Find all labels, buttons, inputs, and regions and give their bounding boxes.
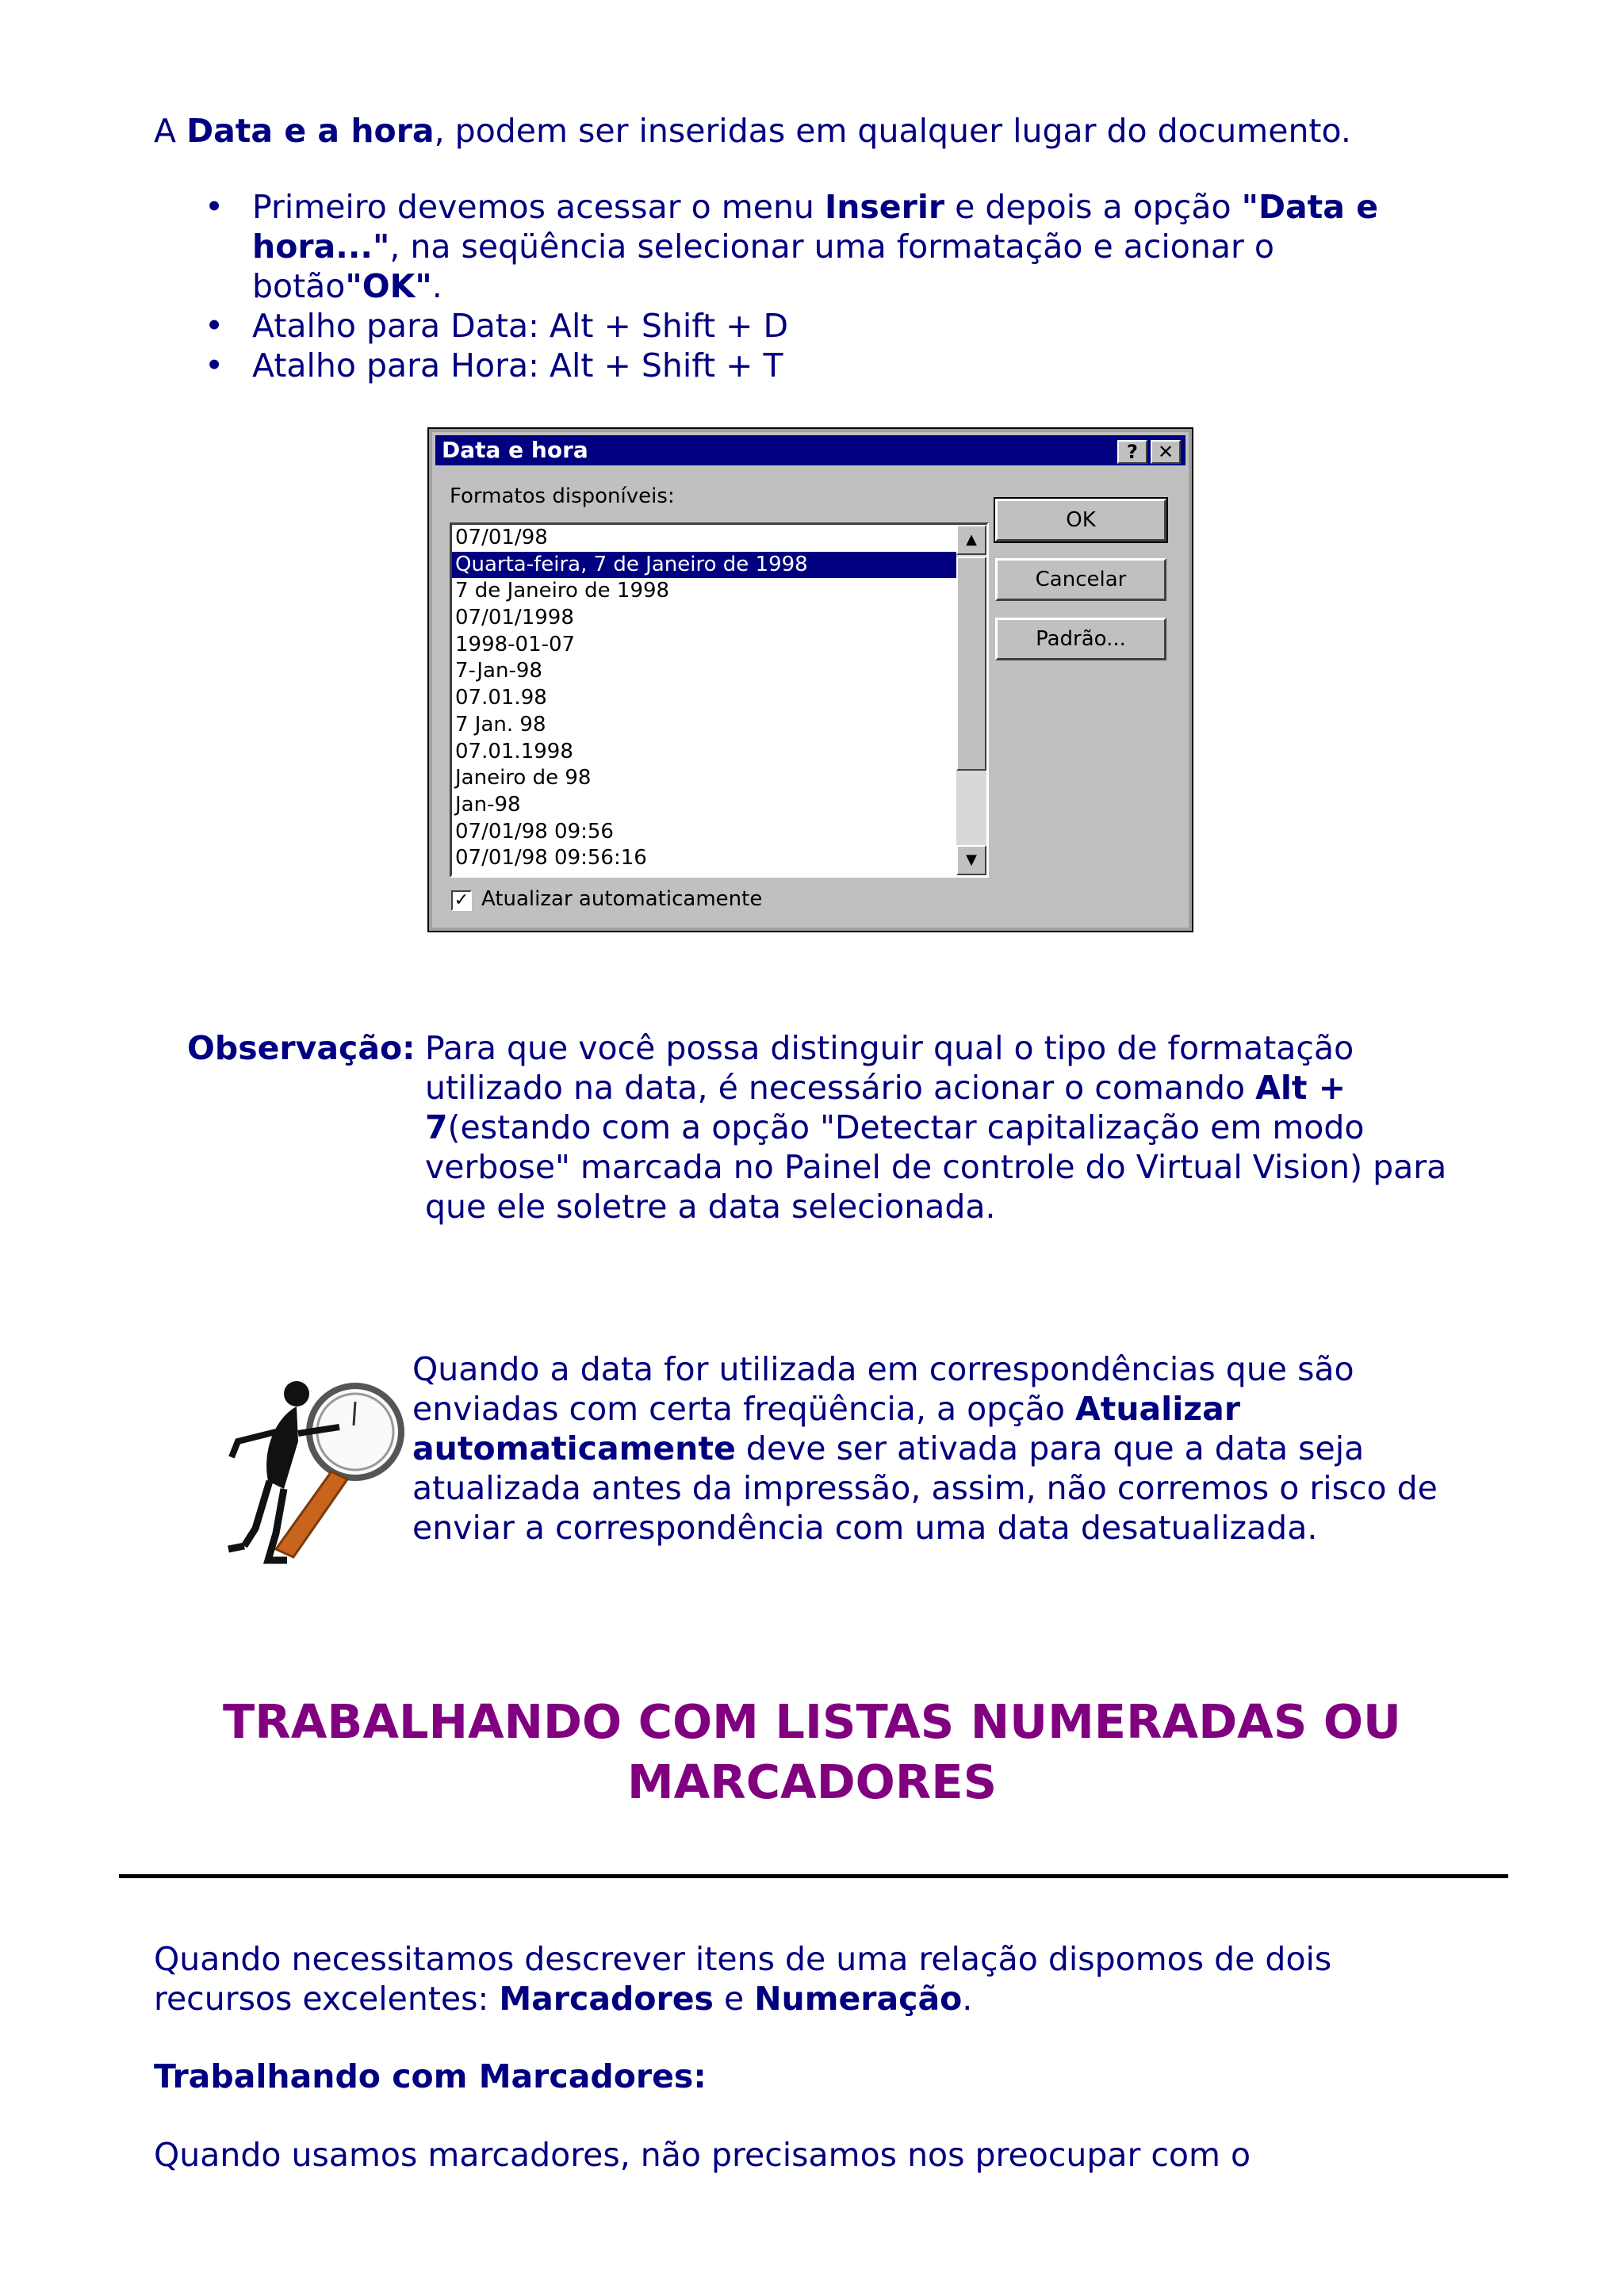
- intro-prefix: A: [154, 112, 187, 150]
- lists-intro-paragraph: [154, 1939, 1470, 2019]
- list-text: .: [431, 267, 442, 305]
- close-icon[interactable]: ✕: [1151, 440, 1181, 464]
- list-item: [154, 187, 1438, 306]
- list-text: , na seqüência selecionar uma formatação e acionar o botão: [252, 228, 1274, 305]
- observation-label: Observação:: [187, 1029, 416, 1067]
- subheading: [154, 2057, 707, 2096]
- button-name-ok: "OK": [345, 267, 432, 305]
- observation-text: [425, 1028, 1456, 1226]
- formats-listbox[interactable]: [450, 522, 989, 878]
- intro-paragraph: [154, 111, 1502, 151]
- date-time-dialog: [429, 429, 1192, 931]
- intro-bold: Data e a hora: [186, 112, 435, 150]
- format-option[interactable]: 7-Jan-98: [455, 659, 542, 683]
- formats-label: Formatos disponíveis:: [450, 484, 675, 508]
- term-marcadores: Marcadores: [499, 1980, 714, 2018]
- instruction-list: [154, 187, 1438, 385]
- shortcut-date: Atalho para Data: Alt + Shift + D: [252, 307, 789, 345]
- observation-command: Alt + 7: [425, 1069, 1346, 1146]
- format-option[interactable]: Jan-98: [455, 792, 521, 817]
- section-heading: TRABALHANDO COM LISTAS NUMERADAS OU MARCADORES: [223, 1694, 1401, 1809]
- observation-part: Para que você possa distinguir qual o tipo de formatação utilizado na data, é necessário acionar o comando: [425, 1029, 1354, 1107]
- auto-update-label[interactable]: Atualizar automaticamente: [481, 887, 763, 911]
- lists-intro-part: e: [713, 1980, 755, 2018]
- dialog-title: Data e hora: [442, 437, 588, 463]
- format-option[interactable]: 07/01/98 09:56:16: [455, 846, 647, 871]
- bullet-icon: •: [205, 346, 224, 385]
- markers-text: Quando usamos marcadores, não precisamos nos preocupar com o: [154, 2136, 1251, 2174]
- format-option[interactable]: 07/01/98 09:56: [455, 819, 614, 844]
- format-option[interactable]: 7 Jan. 98: [455, 712, 546, 737]
- shortcut-time: Atalho para Hora: Alt + Shift + T: [252, 346, 783, 385]
- format-option[interactable]: Janeiro de 98: [455, 766, 592, 790]
- term-numeracao: Numeração: [754, 1980, 963, 2018]
- check-icon: ✓: [454, 890, 469, 910]
- magnifier-figure-icon: [220, 1370, 406, 1568]
- format-option[interactable]: 07/01/98: [455, 526, 548, 549]
- list-item: [154, 306, 1438, 346]
- auto-update-checkbox[interactable]: [451, 890, 472, 911]
- ok-button[interactable]: OK: [995, 499, 1166, 541]
- formats-list: [452, 525, 986, 872]
- list-item: [154, 346, 1438, 385]
- cancel-button[interactable]: Cancelar: [995, 558, 1166, 601]
- lists-intro-part: .: [962, 1980, 973, 2018]
- tip-part: Quando a data for utilizada em correspondências que são enviadas com certa freqüência, a opção: [412, 1350, 1354, 1428]
- intro-suffix: , podem ser inseridas em qualquer lugar do documento.: [434, 112, 1351, 150]
- tip-option: Atualizar automaticamente: [412, 1390, 1241, 1468]
- list-text: Primeiro devemos acessar o menu: [252, 188, 825, 226]
- markers-paragraph: [154, 2135, 1470, 2175]
- option-name: "Data e hora...": [252, 188, 1379, 266]
- list-text: e depois a opção: [944, 188, 1242, 226]
- scroll-up-icon[interactable]: ▲: [956, 525, 986, 555]
- format-option[interactable]: 07/01/1998: [455, 606, 574, 630]
- scrollbar[interactable]: [956, 525, 986, 875]
- tip-part: deve ser ativada para que a data seja atualizada antes da impressão, assim, não corremos o risco de enviar a correspondência com uma data desatualizada.: [412, 1429, 1438, 1547]
- format-option[interactable]: Quarta-feira, 7 de Janeiro de 1998: [452, 552, 986, 579]
- default-button[interactable]: Padrão...: [995, 618, 1166, 660]
- bullet-icon: •: [205, 307, 224, 345]
- observation-part: (estando com a opção "Detectar capitalização em modo verbose" marcada no Painel de controle do Virtual Vision) para que ele soletre a data selecionada.: [425, 1108, 1447, 1226]
- format-option[interactable]: 1998-01-07: [455, 632, 576, 656]
- menu-name-inserir: Inserir: [824, 188, 945, 226]
- divider: [119, 1874, 1508, 1878]
- format-option[interactable]: 7 de Janeiro de 1998: [455, 579, 670, 603]
- lists-intro-part: Quando necessitamos descrever itens de uma relação dispomos de dois recursos excelentes:: [154, 1940, 1332, 2018]
- help-icon[interactable]: ?: [1117, 440, 1147, 464]
- bullet-icon: •: [205, 188, 224, 226]
- tip-text: [412, 1349, 1451, 1548]
- scroll-thumb[interactable]: [956, 557, 986, 771]
- dialog-title-bar: [435, 435, 1185, 465]
- subheading-text: Trabalhando com Marcadores:: [154, 2057, 707, 2095]
- scroll-down-icon[interactable]: ▼: [956, 845, 986, 875]
- format-option[interactable]: 07.01.1998: [455, 739, 573, 763]
- format-option[interactable]: 07.01.98: [455, 686, 547, 710]
